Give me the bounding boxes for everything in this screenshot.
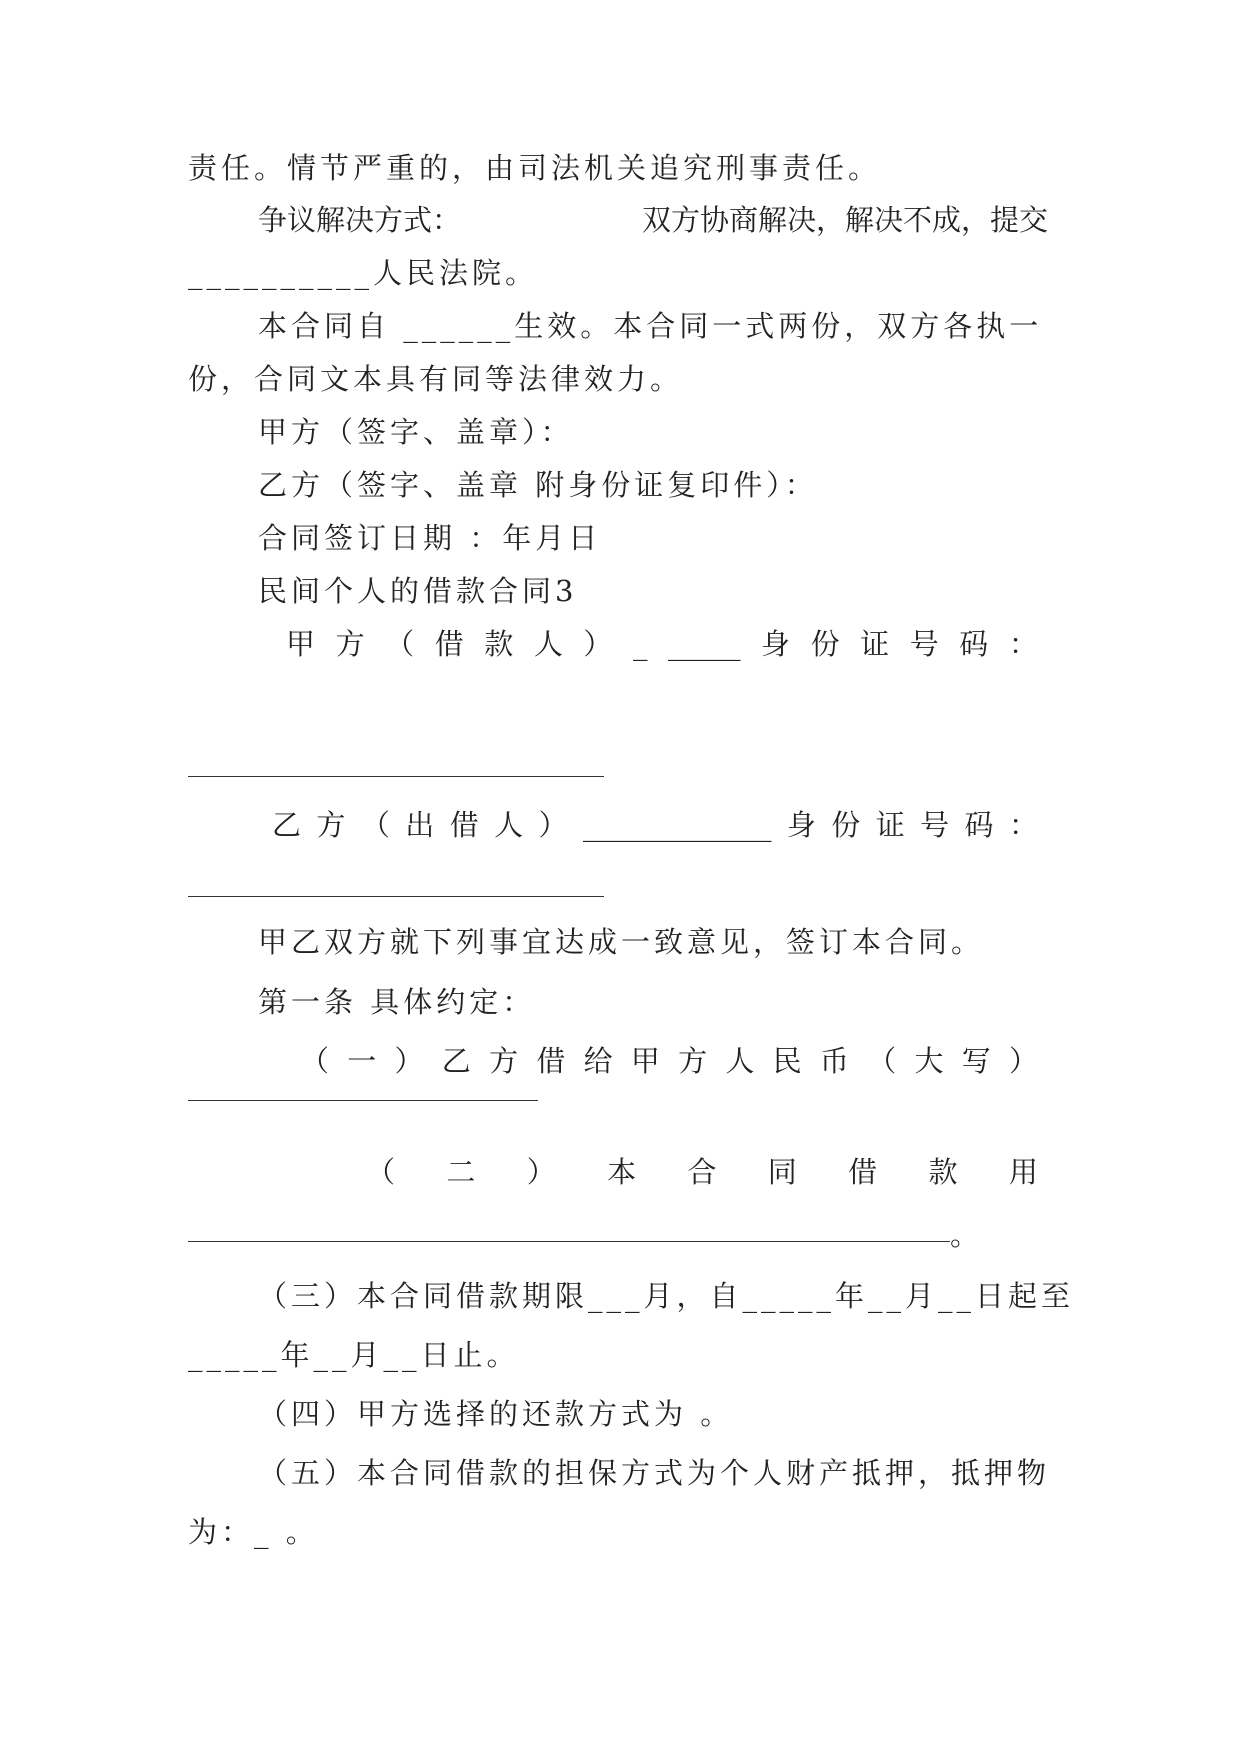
text-token: 证 [860,627,890,661]
effective-line: 本合同自 ______生效。本合同一式两份，双方各执一 [258,309,1043,343]
text-token: 方 [678,1044,708,1078]
text-token: 人 [725,1044,755,1078]
text-token: ： [1008,808,1038,842]
text-token: 民 [772,1044,802,1078]
blank-underline [188,1100,538,1101]
text-token: _____ [667,627,741,661]
period-mark: 。 [950,1218,984,1252]
text-token: 人 [533,627,563,661]
text-token: 本 [607,1155,637,1189]
text-token: 币 [819,1044,849,1078]
paragraph-line: 份，合同文本具有同等法律效力。 [188,362,684,396]
text-token: （ [366,1155,396,1189]
text-token: 借 [449,808,479,842]
text-token: 人 [494,808,524,842]
text-token: 码 [959,627,989,661]
blank-underline [188,776,604,777]
text-token: 用 [1008,1155,1038,1189]
text-token: ） [583,627,613,661]
party-a-id-line [286,622,1038,666]
text-token: 二 [446,1155,476,1189]
text-token: 证 [875,808,905,842]
text-token: _____________ [582,808,772,842]
text-token: 同 [767,1155,797,1189]
text-token: 乙 [441,1044,471,1078]
court-line: __________人民法院。 [188,256,539,290]
text-token: 借 [434,627,464,661]
text-token: ） [538,808,568,842]
party-b-signature-line: 乙方（签字、盖章 附身份证复印件）： [258,468,818,502]
party-b-id-line [272,803,1038,847]
text-token: ） [394,1044,424,1078]
paragraph-line: 责任。情节严重的，由司法机关追究刑事责任。 [188,151,882,185]
text-token: ） [1008,1044,1038,1078]
text-token: 方 [316,808,346,842]
party-a-signature-line: 甲方（签字、盖章）： [258,415,574,449]
text-token: 出 [405,808,435,842]
text-token: 码 [964,808,994,842]
agreement-line: 甲乙双方就下列事宜达成一致意见，签订本合同。 [258,925,985,959]
text-token: 双方协商解决，解决不成，提交 [641,203,1048,237]
text-token: 给 [583,1044,613,1078]
text-token: 份 [831,808,861,842]
article-title: 第一条 具体约定： [258,985,536,1019]
text-token: （ [867,1044,897,1078]
text-token: 大 [914,1044,944,1078]
loan-term-end-line: _____年__月__日止。 [188,1338,520,1372]
text-token: 一 [347,1044,377,1078]
text-token: 身 [786,808,816,842]
text-token: 款 [484,627,514,661]
text-token: 甲 [286,627,316,661]
signing-date-line: 合同签订日期 ：年月日 [258,521,602,555]
text-token: 合 [687,1155,717,1189]
text-token: （ [300,1044,330,1078]
text-token: 借 [536,1044,566,1078]
text-token: （ [385,627,415,661]
dispute-resolution-line [258,198,1048,242]
loan-purpose-line [366,1150,1038,1194]
text-token: 款 [928,1155,958,1189]
text-token: 争议解决方式： [258,203,462,237]
loan-term-line: （三）本合同借款期限___月，自_____年__月__日起至 [258,1279,1075,1313]
repayment-method-line: （四）甲方选择的还款方式为 。 [258,1397,734,1431]
text-token: 份 [810,627,840,661]
text-token: ： [1008,627,1038,661]
text-token: 身 [761,627,791,661]
text-token: 借 [848,1155,878,1189]
blank-underline [188,1241,950,1242]
text-token: 乙 [272,808,302,842]
collateral-line: 为：_ 。 [188,1515,319,1549]
text-token: 甲 [630,1044,660,1078]
text-token: 号 [920,808,950,842]
loan-amount-line [300,1039,1038,1083]
text-token: 写 [961,1044,991,1078]
blank-underline [188,896,604,897]
text-token: ） [526,1155,556,1189]
section-title: 民间个人的借款合同3 [258,574,578,608]
guarantee-line: （五）本合同借款的担保方式为个人财产抵押，抵押物 [258,1456,1051,1490]
text-token: （ [360,808,390,842]
text-token: _ [632,627,648,661]
text-token: 方 [335,627,365,661]
text-token: 方 [489,1044,519,1078]
text-token: 号 [909,627,939,661]
